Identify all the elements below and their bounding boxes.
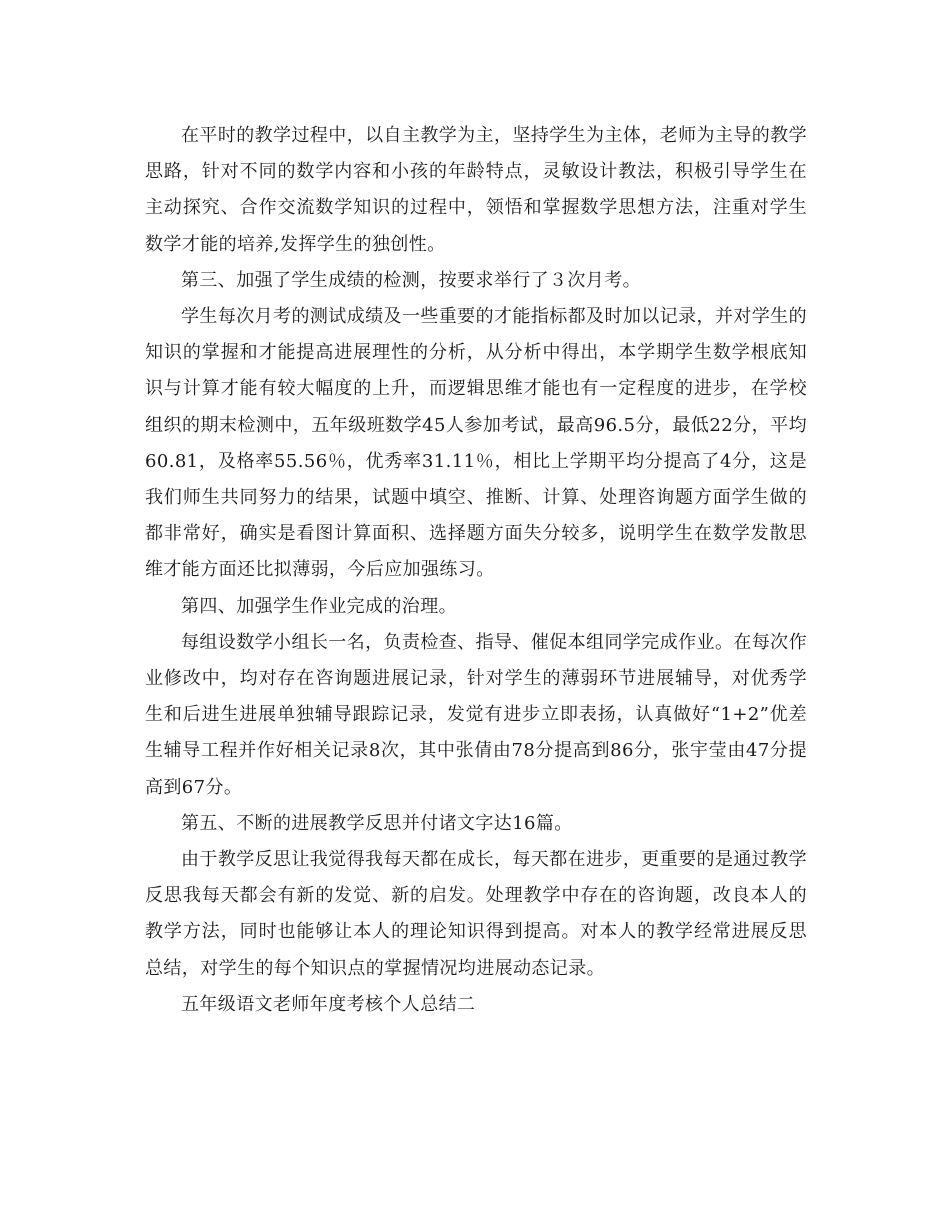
- paragraph-heading-fifth: 第五、不断的进展教学反思并付诸文字达16篇。: [181, 812, 573, 834]
- paragraph-section-title: 五年级语文老师年度考核个人总结二: [181, 993, 476, 1015]
- paragraph-reflection: 由于教学反思让我觉得我每天都在成长，每天都在进步，更重要的是通过教学反思我每天都会有新的发觉、新的启发。处理教学中存在的咨询题，改良本人的教学方法，同时也能够让本人的理论知识得到提高。对本人的教学经常进展反思总结，对学生的每个知识点的掌握情况均进展动态记录。: [145, 849, 807, 979]
- paragraph-exam-analysis: 学生每次月考的测试成绩及一些重要的才能指标都及时加以记录，并对学生的知识的掌握和才能提高进展理性的分析，从分析中得出，本学期学生数学根底知识与计算才能有较大幅度的上升，而逻辑思维才能也有一定程度的进步，在学校组织的期末检测中，五年级班数学45人参加考试，最高96.5分，最低22分，平均60.81，及格率55.56％，优秀率31.11％，相比上学期平均分提高了4分，这是我们师生共同努力的结果，试题中填空、推断、计算、处理咨询题方面学生做的都非常好，确实是看图计算面积、选择题方面失分较多，说明学生在数学发散思维才能方面还比拟薄弱，今后应加强练习。: [145, 306, 807, 581]
- paragraph-heading-third: 第三、加强了学生成绩的检测，按要求举行了３次月考。: [181, 269, 641, 291]
- paragraph-heading-fourth: 第四、加强学生作业完成的治理。: [181, 595, 457, 617]
- paragraph-homework: 每组设数学小组长一名，负责检查、指导、催促本组同学完成作业。在每次作业修改中，均对存在咨询题进展记录，针对学生的薄弱环节进展辅导，对优秀学生和后进生进展单独辅导跟踪记录，发觉有进步立即表扬，认真做好“1+2”优差生辅导工程并作好相关记录8次，其中张倩由78分提高到86分，张宇莹由47分提高到67分。: [145, 631, 807, 798]
- paragraph-teaching-process: 在平时的教学过程中，以自主教学为主，坚持学生为主体，老师为主导的教学思路，针对不同的数学内容和小孩的年龄特点，灵敏设计教法，积极引导学生在主动探究、合作交流数学知识的过程中，领悟和掌握数学思想方法，注重对学生数学才能的培养,发挥学生的独创性。: [145, 125, 807, 255]
- document-page: [145, 118, 807, 1023]
